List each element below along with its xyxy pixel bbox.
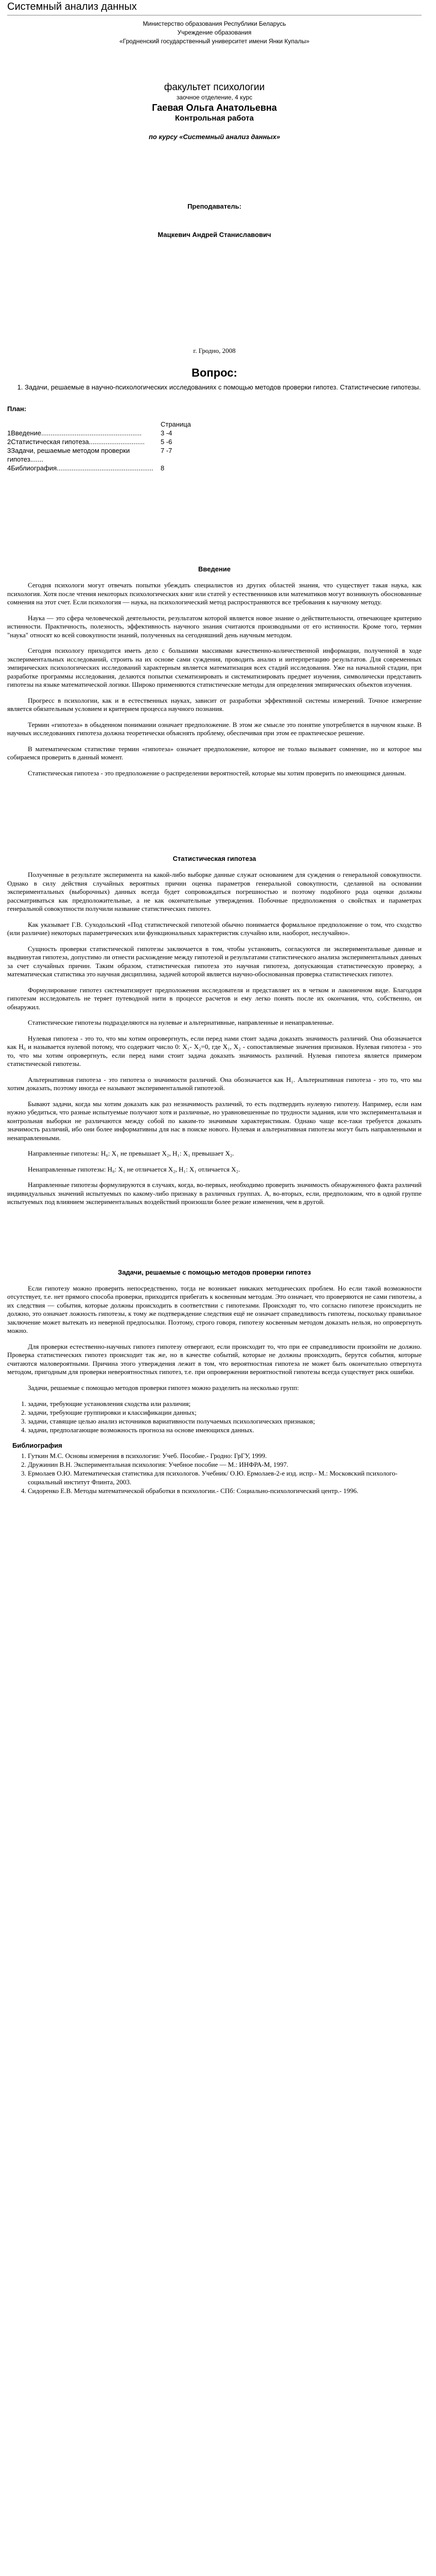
stat-paragraph: Альтернативная гипотеза - это гипотеза о значимости различий. Она обозначается как H₁. Альтернативная гипотеза - это то, что мы хотим доказать, поэтому иногда ее называют экспериментальной гипотезой. (7, 1075, 422, 1092)
bibliography-item: 2. Дружинин В.Н. Экспериментальная психология: Учебное пособие — М.: ИНФРА-М, 1997. (28, 1460, 422, 1469)
toc-page: 3 -4 (160, 429, 172, 437)
teacher-label: Преподаватель: (187, 202, 241, 210)
toc-label: 3Задачи, решаемые методом проверки гипотез....... (7, 447, 130, 463)
stat-heading: Статистическая гипотеза (172, 855, 256, 862)
stat-paragraph: Формулирование гипотез систематизирует предположения исследователя и представляет их в четком и лаконичном виде. Благодаря гипотезам исследователь не теряет путеводной нити в процессе расчетов и ему легко понять после их окончания, что, собственно, он обнаружил. (7, 986, 422, 1011)
stat-paragraph: Направленные гипотезы: H₀: X₁ не превышает X₂, H₁: X₁ превышает X₂. (28, 1149, 234, 1157)
list-item: 1. задачи, требующие установления сходства или различия; (28, 1399, 422, 1408)
intro-paragraph: Прогресс в психологии, как и в естественных науках, зависит от разработки эффективной системы измерений. Точное измерение является обязательным условием и критерием процесса научного познания. (7, 696, 422, 713)
tasks-paragraph: Для проверки естественно-научных гипотез гипотезу отвергают, если происходит то, что при ее справедливости произойти не должно. Проверка статистических гипотез происходит так же, но в качестве событий, которые не должны происходить, берутся события, которые считаются маловероятными. Причина этого утверждения лежит в том, что вероятностная гипотеза не может быть окончательно отвергнута методом, пригодным для проверки невероятностных гипотез, т.е. при опровержении вероятностной гипотезы всегда существует риск ошибки. (7, 1342, 422, 1376)
intro-section (7, 581, 422, 777)
bibliography-item: 3. Ермолаев О.Ю. Математическая статистика для психологов. Учебник/ О.Ю. Ермолаев-2-е изд. испр.- М.: Московский психолого-социальный институт Флинта, 2003. (28, 1469, 422, 1486)
question-heading: Вопрос: (191, 366, 237, 379)
stat-paragraph: Как указывает Г.В. Суходольский «Под статистической гипотезой обычно понимается формальное предположение о том, что сходство (или различие) некоторых параметрических или функциональных характеристик случайно или, наоборот, неслучайно». (7, 920, 422, 937)
question-item: 1. Задачи, решаемые в научно-психологических исследованиях с помощью методов проверки гипотез. Статистические гипотезы. (25, 383, 422, 392)
stat-paragraph: Полученные в результате эксперимента на какой-либо выборке данные служат основанием для суждения о генеральной совокупности. Однако в силу действия случайных вероятных причин оценка параметров генеральной совокупности, сделанной на основании экспериментальных (выборочных) данных всегда будет сопровождаться погрешностью и поэтому подобного рода оценки должны рассматриваться как предположительные, а не как окончательные утверждения. Побочные предположения о свойствах и параметрах генеральной совокупности получили название статистических гипотез. (7, 871, 422, 912)
tasks-paragraph: Задачи, решаемые с помощью методов проверки гипотез можно разделить на несколько групп: (28, 1383, 299, 1392)
stat-section (7, 871, 422, 1207)
intro-paragraph: Сегодня психологи могут отвечать попытки убеждать специалистов из других областей знания, что существует такая наука, как психология. Хотя после чтения некоторых психологических книг или статей у естественников или математиков могут возникнуть обоснованные сомнения на этот счет. Если психология — наука, на психологический метод распространяются все требования к научному методу. (7, 581, 422, 606)
bibliography-heading: Библиография (12, 1442, 62, 1449)
intro-paragraph: Термин «гипотеза» в обыденном понимании означает предположение. В этом же смысле это понятие употребляется в научном языке. В научных исследованиях гипотеза должна теоретически объяснять проблему, обеспечивая при этом ее практическое решение. (7, 720, 422, 737)
intro-paragraph: Сегодня психологу приходится иметь дело с большими массивами качественно-количественной информации, полученной в ходе экспериментальных исследований, строить на их основе сами суждения, проводить анализ и интерпретацию результатов. Для современных эмпирических психологических исследований характерным является математизация всех стадий исследования. Уже на начальной стадии, при разработке программы исследования, делаются попытки схематизировать и систематизировать предмет изучения, символически представить гипотезы на языке математической логики. Широко применяются статистические методы для определения эмпирических объектов изучения. (7, 647, 422, 688)
toc-page: 8 (160, 464, 165, 472)
ministry-header (7, 20, 422, 46)
institution-type-line: Учреждение образования (177, 29, 252, 36)
bibliography-item: 4. Сидоренко Е.В. Методы математической обработки в психологии.- СПб: Социально-психологический центр.- 1996. (28, 1486, 422, 1495)
toc-page: 7 -7 (160, 447, 172, 454)
study-form-line: заочное отделение, 4 курс (176, 94, 253, 101)
tasks-heading: Задачи, решаемые с помощью методов проверки гипотез (118, 1268, 311, 1276)
toc-label: 1Введение...................................................... (7, 429, 142, 437)
task-group-list (7, 1399, 422, 1434)
toc-page-header: Страница (160, 420, 191, 428)
toc-row (7, 429, 191, 437)
intro-paragraph: В математическом статистике термин «гипотеза» означает предположение, которое не только вызывает сомнение, но и которое мы собираемся проверить в данный момент. (7, 744, 422, 761)
toc-row (7, 464, 191, 472)
table-of-contents (7, 420, 191, 472)
plan-heading: План: (7, 405, 27, 413)
tasks-paragraph: Если гипотезу можно проверить непосредственно, тогда не возникает никаких методических проблем. Но если такой возможности отсутствует, т.е. нет прямого способа проверки, приходится прибегать к косвенным методам. Это означает, что проверяются не сами гипотезы, а их следствия — события, которые должны происходить в соответствии с гипотезами. Происходят то, что согласно гипотезе происходить не должно, это означает ложность гипотезы, к тому же подтверждение следствия ещё не означает справедливость гипотезы, поскольку правильное заключение может вытекать из неверной предпосылки. Поэтому, строго говоря, гипотезу косвенным методом доказать нельзя, но опровергнуть можно. (7, 1284, 422, 1334)
stat-paragraph: Сущность проверки статистической гипотезы заключается в том, чтобы установить, согласуются ли экспериментальные данные и выдвинутая гипотеза, допустимо ли отнести расхождение между гипотезой и результатами статистического анализа экспериментальных данных за счет случайных причин. Таким образом, статистическая гипотеза это научная гипотеза, допускающая статистическую проверку, а математическая статистика это научная дисциплина, задачей которой является научно-обоснованная проверка статистических гипотез. (7, 944, 422, 978)
student-name: Мацкевич Андрей Станиславович (158, 231, 271, 239)
list-item: 3. задачи, ставящие целью анализ источников вариативности получаемых психологических признаков; (28, 1417, 422, 1426)
stat-paragraph: Ненаправленные гипотезы: H₀: X₁ не отличается X₂, H₁: X₁ отличается X₂. (28, 1165, 240, 1173)
toc-label: 2Статистическая гипотеза.............................. (7, 438, 145, 446)
author-name: Гаевая Ольга Анатольевна (152, 103, 277, 113)
intro-heading: Введение (198, 565, 231, 573)
intro-paragraph: Статистическая гипотеза - это предположение о распределении вероятностей, которые мы хотим проверить по имеющимся данным. (28, 769, 406, 777)
university-line: «Гродненский государственный университет имени Янки Купалы» (119, 38, 309, 45)
list-item: 2. задачи, требующие группировки и классификации данных; (28, 1408, 422, 1417)
course-name: по курсу «Системный анализ данных» (148, 133, 281, 141)
stat-paragraph: Статистические гипотезы подразделяются на нулевые и альтернативные, направленные и ненаправленные. (28, 1019, 334, 1026)
toc-page: 5 -6 (160, 438, 172, 446)
stat-paragraph: Направленные гипотезы формулируются в случаях, когда, во-первых, необходимо проверить значимость обнаруженного факта различий индивидуальных значений испытуемых по какому-либо признаку в различных группах. А, во-вторых, если, предположим, что в одной группе испытуемых под влиянием экспериментальных воздействий произошли более резкие изменения, чем в другой. (7, 1181, 422, 1206)
toc-row (7, 437, 191, 446)
intro-paragraph: Наука — это сфера человеческой деятельности, результатом которой является новое знание о действительности, отвечающее критерию истинности. Практичность, полезность, эффективность научного знания считаются производными от его истинности. Кроме того, термин "наука" относят ко всей совокупности знаний, полученных на сегодняшний день научным методом. (7, 614, 422, 639)
list-item: 4. задачи, предполагающие возможность прогноза на основе имеющихся данных. (28, 1426, 422, 1434)
faculty-line: факультет психологии (164, 82, 265, 93)
stat-paragraph: Бывают задачи, когда мы хотим доказать как раз незначимость различий, то есть подтвердить нулевую гипотезу. Например, если нам нужно убедиться, что разные испытуемые получают хотя и различные, но уравновешенные по трудности задания, или что экспериментальная и контрольная выборки не различаются между собой по каким-то значимым характеристикам. Однако чаще все-таки требуется доказать значимость различий, ибо они более информативны для нас в поиске нового. Нулевая и альтернативная гипотезы могут быть направленными и ненаправленными. (7, 1099, 422, 1142)
bibliography-item: 1. Гуткин М.С. Основы измерения в психологии: Учеб. Пособие.- Гродно: ГрГУ, 1999. (28, 1451, 422, 1460)
city-year: г. Гродно, 2008 (193, 347, 236, 354)
toc-label: 4Библиография.................................................... (7, 464, 153, 472)
ministry-line: Министерство образования Республики Беларусь (143, 20, 286, 27)
stat-paragraph: Нулевая гипотеза - это то, что мы хотим опровергнуть, если перед нами стоит задача доказать значимость различий. Она обозначается как H₀ и называется нулевой потому, что содержит число 0: X₁- X₂=0, где X₁, X₂ - сопоставляемые значения признаков. Нулевая гипотеза - это то, что мы хотим опровергнуть, если перед нами стоит задача доказать значимость различий. Нулевая гипотеза является примером статистической гипотезы. (7, 1034, 422, 1067)
bibliography-list (7, 1451, 422, 1495)
toc-row (7, 446, 191, 464)
question-list (7, 383, 422, 392)
work-type: Контрольная работа (175, 114, 254, 123)
document-title: Системный анализ данных (7, 1, 422, 15)
tasks-section (7, 1284, 422, 1435)
